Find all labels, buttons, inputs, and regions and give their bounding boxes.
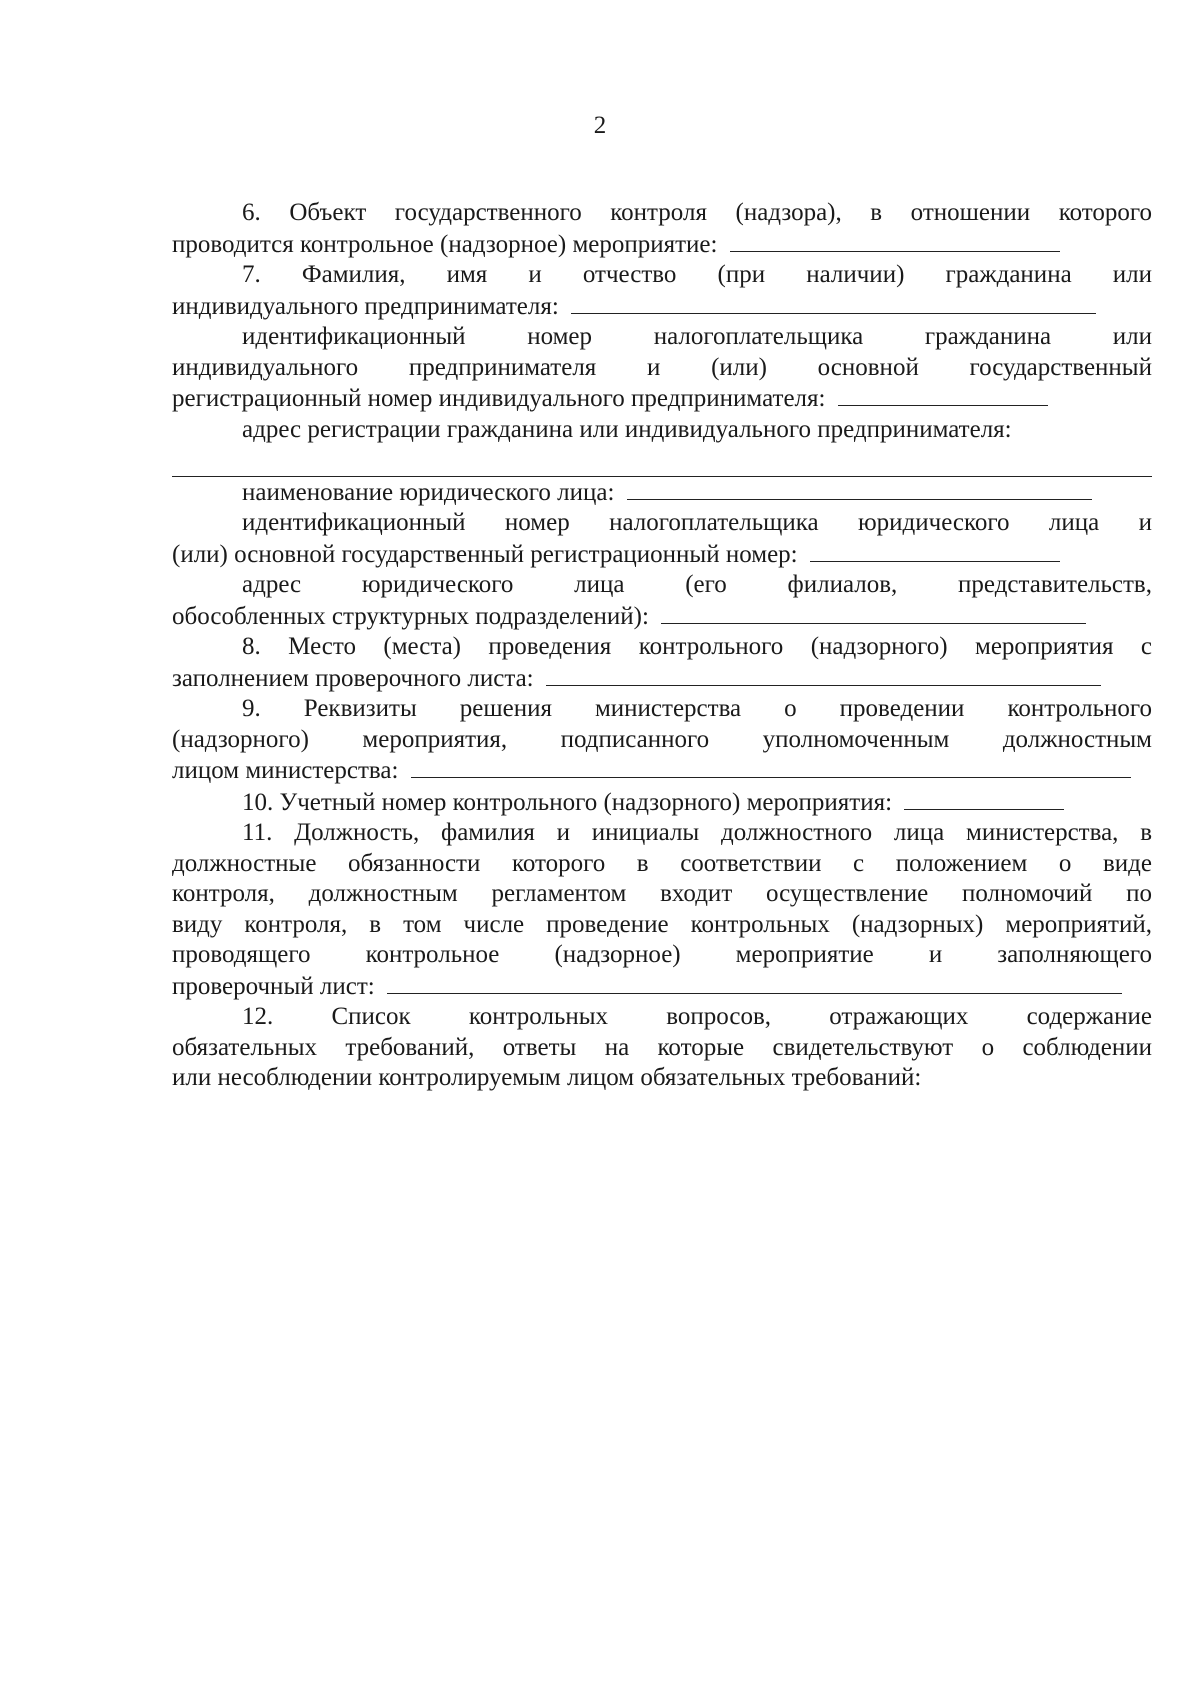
item-8-line-1: 8. Место (места) проведения контрольного (надзорного) мероприятия с <box>242 633 1152 660</box>
place-blank <box>546 663 1101 686</box>
legal-address-line-1: адрес юридического лица (его филиалов, представительств, <box>242 571 1152 598</box>
item-12-line-2: обязательных требований, ответы на которые свидетельствуют о соблюдении <box>172 1033 1152 1061</box>
address-blank <box>172 445 1152 477</box>
inn-line-1: идентификационный номер налогоплательщика гражданина или <box>242 323 1152 350</box>
inn-line-3: регистрационный номер индивидуального предпринимателя: <box>172 383 1152 415</box>
record-number-blank <box>904 787 1064 810</box>
legal-address-blank <box>661 601 1086 624</box>
item-11-line-3: контроля, должностным регламентом входит осуществление полномочий по <box>172 880 1152 907</box>
item-9-line-3: лицом министерства: <box>172 755 1152 787</box>
item-6-line-2: проводится контрольное (надзорное) мероприятие: <box>172 229 1152 261</box>
legal-name-blank <box>627 477 1092 500</box>
object-blank <box>730 229 1060 252</box>
inn-line-2: индивидуального предпринимателя и (или) основной государственный <box>172 353 1152 381</box>
page-number: 2 <box>593 112 607 139</box>
item-11-line-2: должностные обязанности которого в соответствии с положением о виде <box>172 849 1152 877</box>
address-line-1: адрес регистрации гражданина или индивидуального предпринимателя: <box>242 415 1012 443</box>
inn-blank <box>838 383 1048 406</box>
item-9-line-1: 9. Реквизиты решения министерства о проведении контрольного <box>242 695 1152 722</box>
legal-name-line: наименование юридического лица: <box>172 477 1152 509</box>
item-10-line: 10. Учетный номер контрольного (надзорного) мероприятия: <box>172 787 1152 819</box>
legal-address-line-2: обособленных структурных подразделений): <box>172 601 1152 633</box>
item-8-line-2: заполнением проверочного листа: <box>172 663 1152 695</box>
decision-blank <box>411 755 1131 778</box>
item-11-line-6: проверочный лист: <box>172 971 1152 1003</box>
document-body <box>172 198 1152 1094</box>
item-12-line-3: или несоблюдении контролируемым лицом обязательных требований: <box>172 1064 922 1091</box>
item-6-line-1: 6. Объект государственного контроля (надзора), в отношении которого <box>242 199 1152 226</box>
item-11-line-4: виду контроля, в том числе проведение контрольных (надзорных) мероприятий, <box>172 910 1152 938</box>
item-7-line-2: индивидуального предпринимателя: <box>172 291 1152 323</box>
legal-inn-line-1: идентификационный номер налогоплательщика юридического лица и <box>242 509 1152 536</box>
official-blank <box>387 971 1122 994</box>
name-blank <box>571 291 1096 314</box>
item-12-line-1: 12. Список контрольных вопросов, отражающих содержание <box>242 1003 1152 1030</box>
item-11-line-1: 11. Должность, фамилия и инициалы должностного лица министерства, в <box>242 819 1152 846</box>
legal-inn-line-2: (или) основной государственный регистрационный номер: <box>172 539 1152 571</box>
item-9-line-2: (надзорного) мероприятия, подписанного уполномоченным должностным <box>172 725 1152 753</box>
item-7-line-1: 7. Фамилия, имя и отчество (при наличии) гражданина или <box>242 261 1152 288</box>
legal-inn-blank <box>810 539 1060 562</box>
item-11-line-5: проводящего контрольное (надзорное) мероприятие и заполняющего <box>172 941 1152 968</box>
